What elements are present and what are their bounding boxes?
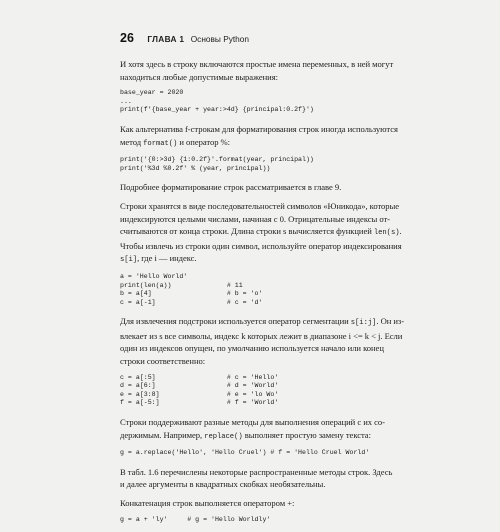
page-number: 26 — [120, 31, 134, 45]
text-line: И хотя здесь в строку включаются простые имена переменных, в ней могут — [120, 59, 394, 69]
code-block — [120, 374, 453, 408]
text-line: считываются от конца строки. Длина строки s вычисляется функцией len(s). — [120, 226, 402, 238]
code-line: print('%3d %0.2f' % (year, principal)) — [120, 164, 271, 172]
code-block — [120, 89, 453, 115]
code-block — [120, 516, 453, 525]
page-body — [120, 58, 453, 532]
paragraph — [120, 200, 453, 267]
paragraph — [120, 58, 453, 83]
code-block — [120, 449, 453, 458]
text-line: находиться любые допустимые выражения: — [120, 71, 278, 82]
page-header — [120, 29, 450, 43]
code-block — [120, 273, 453, 307]
text-line: один из индексов опущен, по умолчанию используется начало или конец — [120, 343, 384, 354]
text-line: метод format() и оператор %: — [120, 136, 231, 148]
code-line: b = a[4] # b = 'o' — [120, 290, 263, 298]
code-line: g = a + 'ly' # g = 'Hello Worldly' — [120, 515, 271, 523]
paragraph — [120, 497, 453, 510]
text-line: индексируются целыми числами, начиная с 0. Отрицательные индексы от- — [120, 213, 390, 224]
text-line: держимым. Например, replace() выполняет простую замену текста: — [120, 429, 371, 441]
code-line: a = 'Hello World' — [120, 272, 188, 280]
text-line: Как альтернатива f-строкам для форматирования строк иногда используются — [120, 123, 398, 134]
code-line: ... — [120, 97, 132, 105]
code-line: f = a[-5:] # f = 'World' — [120, 399, 279, 407]
paragraph — [120, 416, 453, 443]
code-line: g = a.replace('Hello', 'Hello Cruel') # f = 'Hello Cruel World' — [120, 449, 370, 457]
text-line: Конкатенация строк выполняется оператором +: — [120, 498, 295, 508]
paragraph — [120, 466, 453, 491]
chapter-title: Основы Python — [190, 34, 250, 44]
text-line: Для извлечения подстроки используется оператор сегментации s[i:j]. Он из- — [120, 316, 405, 328]
text-line: Строки хранятся в виде последовательностей символов «Юникода», которые — [120, 200, 400, 211]
text-line: влекает из s все символы, индекс k которых лежит в диапазоне i <= k < j. Если — [120, 330, 403, 341]
chapter-label: ГЛАВА 1 — [147, 34, 185, 44]
text-line: Подробнее форматирование строк рассматривается в главе 9. — [120, 182, 342, 193]
text-line: В табл. 1.6 перечислены некоторые распространенные методы строк. Здесь — [120, 466, 393, 477]
paragraph — [120, 315, 453, 367]
code-line: d = a[6:] # d = 'World' — [120, 382, 279, 390]
paragraph — [120, 181, 453, 194]
code-line: c = a[:5] # c = 'Hello' — [120, 373, 279, 381]
code-line: print(f'{base_year + year:>4d} {principal:0.2f}') — [120, 106, 314, 114]
code-line: base_year = 2020 — [120, 89, 184, 97]
code-block — [120, 156, 453, 173]
code-line: print('{0:>3d} {1:0.2f}'.format(year, principal)) — [120, 156, 314, 164]
code-line: e = a[3:8] # e = 'lo Wo' — [120, 390, 279, 398]
paragraph — [120, 123, 453, 150]
text-line: строки соответственно: — [120, 356, 206, 367]
code-line: c = a[-1] # c = 'd' — [120, 298, 263, 306]
text-line: и далее аргументы в квадратных скобках необязательны. — [120, 479, 326, 490]
text-line: Строки поддерживают разные методы для выполнения операций с их со- — [120, 417, 385, 428]
text-line: Чтобы извлечь из строки один символ, используйте оператор индексирования — [120, 240, 402, 251]
text-line: s[i], где i — индекс. — [120, 253, 197, 265]
code-line: print(len(a)) # 11 — [120, 281, 243, 289]
